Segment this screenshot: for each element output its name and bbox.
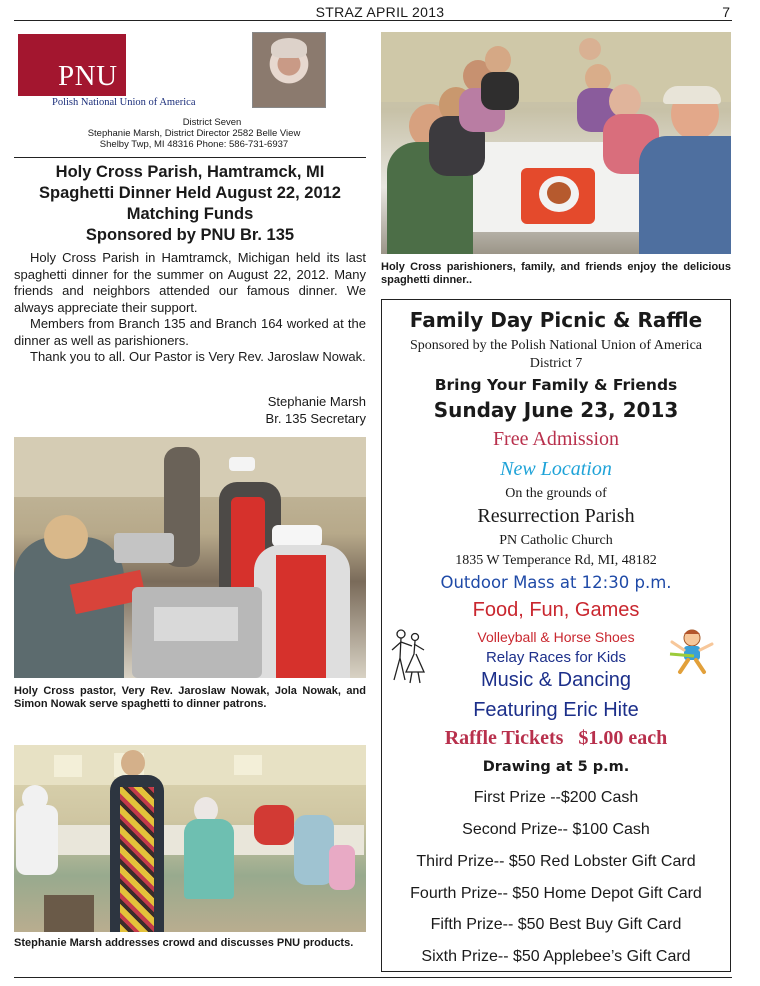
section-rule (14, 157, 366, 158)
prize-item: First Prize --$200 Cash (473, 789, 639, 806)
prize-item: Second Prize-- $100 Cash (462, 821, 650, 838)
flyer-date: Sunday June 23, 2013 (433, 398, 679, 422)
prize-item: Fifth Prize-- $50 Best Buy Gift Card (430, 916, 682, 933)
article-signoff (14, 393, 366, 427)
address-caption: Stephanie Marsh addresses crowd and discusses PNU products. (14, 937, 354, 949)
serving-caption: Holy Cross pastor, Very Rev. Jaroslaw Nowak, Jola Nowak, and Simon Nowak serve spaghetti to dinner patrons. (14, 685, 366, 710)
district-name: District Seven (182, 117, 242, 128)
flyer-relay: Relay Races for Kids (485, 649, 627, 666)
footer-rule (14, 977, 732, 978)
pnu-logo-text: PNU (58, 60, 118, 92)
flyer-food: Food, Fun, Games (472, 599, 640, 621)
serving-photo (14, 437, 366, 678)
flyer-title: Family Day Picnic & Raffle (409, 308, 703, 332)
prize-item: Sixth Prize-- $50 Applebee’s Gift Card (421, 948, 691, 965)
flyer-new-location: New Location (500, 458, 612, 480)
headline-line: Holy Cross Parish, Hamtramck, MI (55, 163, 325, 181)
headline-line: Sponsored by PNU Br. 135 (85, 226, 295, 244)
table-photo (381, 32, 731, 254)
flyer-free-admission: Free Admission (492, 428, 620, 450)
signoff-name: Stephanie Marsh (267, 394, 366, 409)
flyer-bring: Bring Your Family & Friends (434, 376, 678, 394)
running-kid-icon (666, 626, 716, 676)
picnic-flyer (381, 299, 731, 972)
pnu-logo-subtitle: Polish National Union of America (52, 97, 196, 108)
flyer-sponsor: Sponsored by the Polish National Union of America (409, 338, 703, 353)
article-paragraph: Thank you to all. Our Pastor is Very Rev. Jaroslaw Nowak. (30, 349, 366, 364)
flyer-church: PN Catholic Church (499, 533, 613, 548)
flyer-drawing: Drawing at 5 p.m. (482, 759, 630, 775)
district-director: Stephanie Marsh, District Director 2582 Belle View (87, 128, 301, 139)
signoff-title: Br. 135 Secretary (265, 411, 366, 426)
prize-item: Fourth Prize-- $50 Home Depot Gift Card (410, 885, 702, 902)
article-paragraph: Members from Branch 135 and Branch 164 worked at the dinner as well as parishioners. (14, 316, 366, 348)
page-number: 7 (722, 4, 730, 20)
district-info (0, 117, 388, 150)
flyer-mass: Outdoor Mass at 12:30 p.m. (440, 573, 672, 592)
director-portrait-hair (271, 38, 307, 58)
page-header-title: STRAZ APRIL 2013 (315, 4, 445, 20)
article-paragraph: Holy Cross Parish in Hamtramck, Michigan held its last spaghetti dinner for the summer on August 22, 2012. Many friends and neighbors attended our famous dinner. We always appreciate their support. (14, 250, 366, 315)
table-caption: Holy Cross parishioners, family, and friends enjoy the delicious spaghetti dinner.. (381, 261, 731, 286)
flyer-parish: Resurrection Parish (477, 505, 635, 527)
article-headline (14, 162, 366, 246)
header-rule (14, 20, 732, 21)
flyer-address: 1835 W Temperance Rd, MI, 48182 (455, 553, 657, 568)
address-photo (14, 745, 366, 932)
dancers-icon (388, 628, 428, 686)
article-body (14, 250, 366, 366)
flyer-district: District 7 (529, 356, 583, 371)
prize-item: Third Prize-- $50 Red Lobster Gift Card (416, 853, 696, 870)
headline-line: Matching Funds (126, 205, 254, 223)
flyer-volleyball: Volleyball & Horse Shoes (477, 629, 635, 645)
flyer-grounds: On the grounds of (505, 486, 607, 501)
flyer-featuring: Featuring Eric Hite (473, 699, 639, 721)
district-contact: Shelby Twp, MI 48316 Phone: 586-731-6937 (99, 139, 289, 150)
headline-line: Spaghetti Dinner Held August 22, 2012 (39, 184, 341, 202)
flyer-music: Music & Dancing (480, 669, 632, 691)
flyer-raffle: Raffle Tickets $1.00 each (444, 727, 668, 749)
